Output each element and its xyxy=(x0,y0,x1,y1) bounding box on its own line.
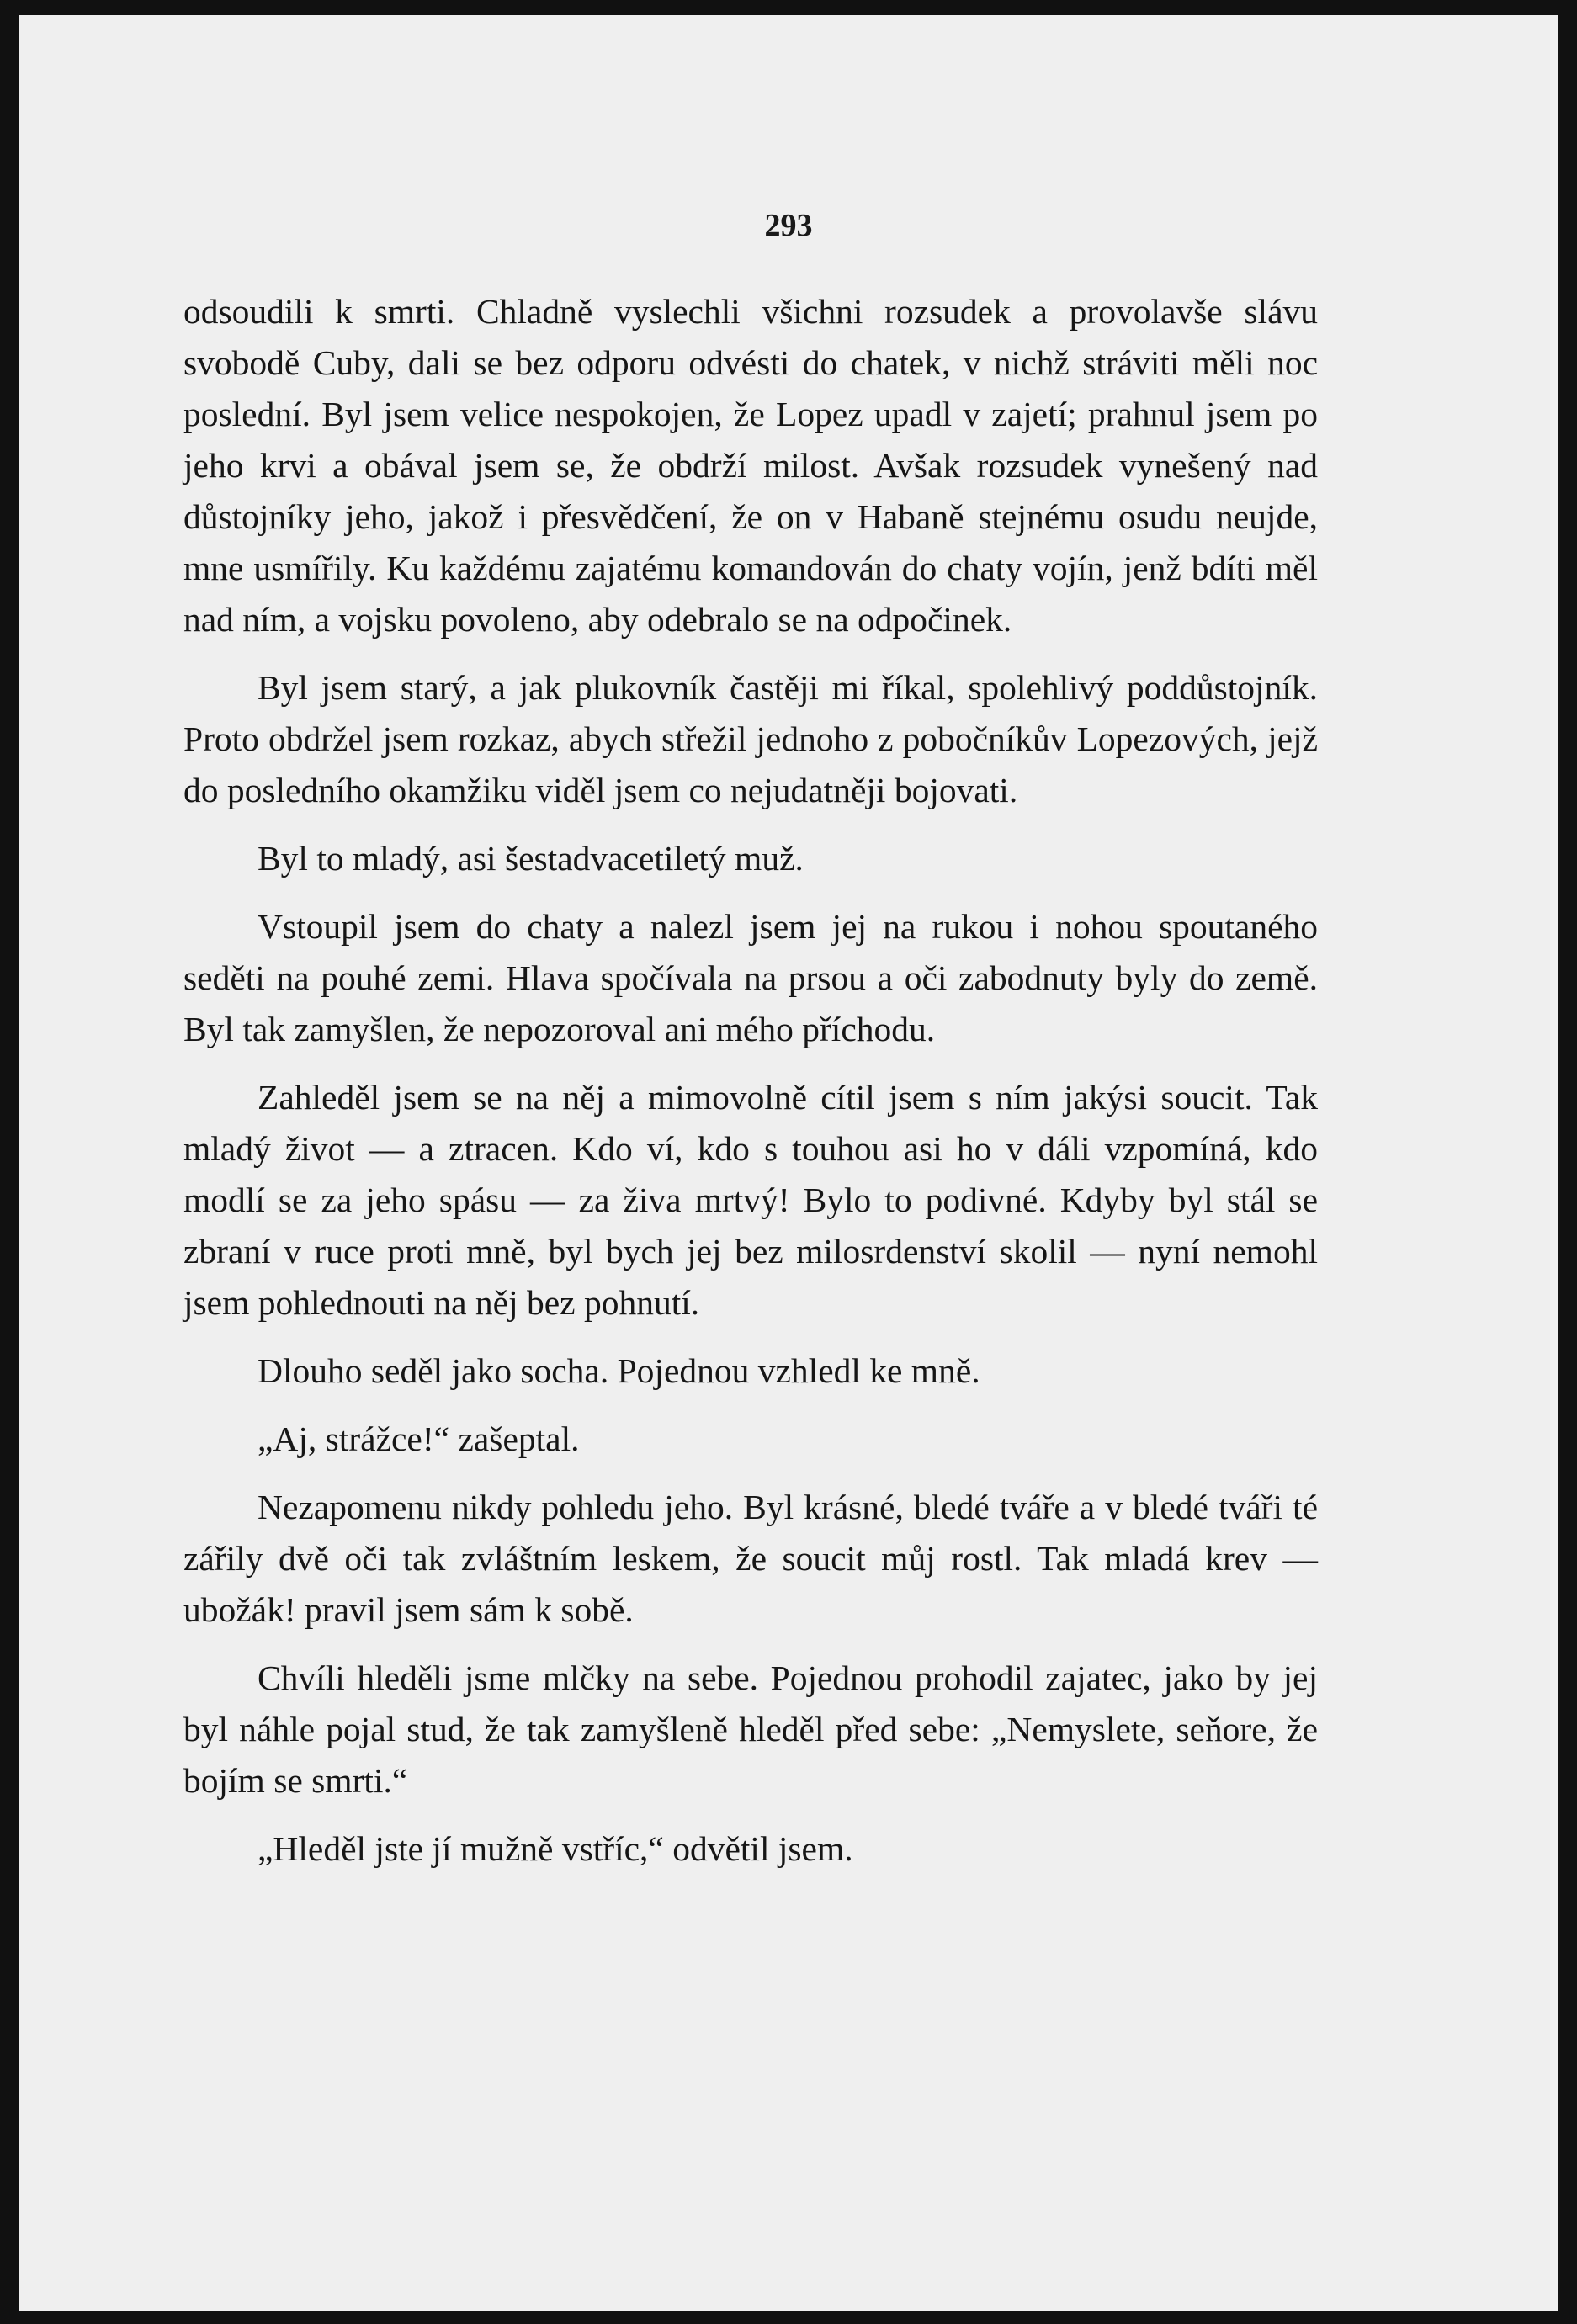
paragraph-7: „Aj, strážce!“ zašeptal. xyxy=(258,1419,580,1458)
paragraph-6: Dlouho seděl jako socha. Pojednou vzhledl ke mně. xyxy=(258,1351,980,1390)
paragraph-1: odsoudili k smrti. Chladně vyslechli všichni rozsudek a provolavše slávu svobodě Cuby, dali se bez odporu odvésti do chatek, v nichž stráviti měli noc poslední. Byl jsem velice nespokojen, že Lopez upadl v zajetí; prahnul jsem po jeho krvi a obával jsem se, že obdrží milost. Avšak rozsudek vynešený nad důstojníky jeho, jakož i přesvědčení, že on v Habaně stejnému osudu neujde, mne usmířily. Ku každému zajatému komandován do chaty vojín, jenž bdíti měl nad ním, a vojsku povoleno, aby odebralo se na odpočinek. xyxy=(183,292,1318,639)
paragraph-5: Zahleděl jsem se na něj a mimovolně cítil jsem s ním jakýsi soucit. Tak mladý život — a ztracen. Kdo ví, kdo s touhou asi ho v dáli vzpomíná, kdo modlí se za jeho spásu — za živa mrtvý! Bylo to podivné. Kdyby byl stál se zbraní v ruce proti mně, byl bych jej bez milosrdenství skolil — nyní nemohl jsem pohlednouti na něj bez pohnutí. xyxy=(183,1078,1318,1322)
book-page xyxy=(19,15,1558,2311)
paragraph-2: Byl jsem starý, a jak plukovník častěji mi říkal, spolehlivý poddůstojník. Proto obdržel jsem rozkaz, abych střežil jednoho z pobočníkův Lopezových, jejž do posledního okamžiku viděl jsem co nejudatněji bojovati. xyxy=(183,668,1318,809)
paragraph-8: Nezapomenu nikdy pohledu jeho. Byl krásné, bledé tváře a v bledé tváři té zářily dvě oči tak zvláštním leskem, že soucit můj rostl. Tak mladá krev — ubožák! pravil jsem sám k sobě. xyxy=(183,1488,1318,1629)
page-number: 293 xyxy=(764,208,813,243)
paragraph-4: Vstoupil jsem do chaty a nalezl jsem jej na rukou i nohou spoutaného seděti na pouhé zemi. Hlava spočívala na prsou a oči zabodnuty byly do země. Byl tak zamyšlen, že nepozoroval ani mého příchodu. xyxy=(183,907,1318,1048)
paragraph-10: „Hleděl jste jí mužně vstříc,“ odvětil jsem. xyxy=(258,1829,853,1868)
page-body-text xyxy=(183,286,1318,1892)
paragraph-3: Byl to mladý, asi šestadvacetiletý muž. xyxy=(258,839,804,878)
paragraph-9: Chvíli hleděli jsme mlčky na sebe. Pojednou prohodil zajatec, jako by jej byl náhle pojal stud, že tak zamyšleně hleděl před sebe: „Nemyslete, seňore, že bojím se smrti.“ xyxy=(183,1658,1318,1800)
